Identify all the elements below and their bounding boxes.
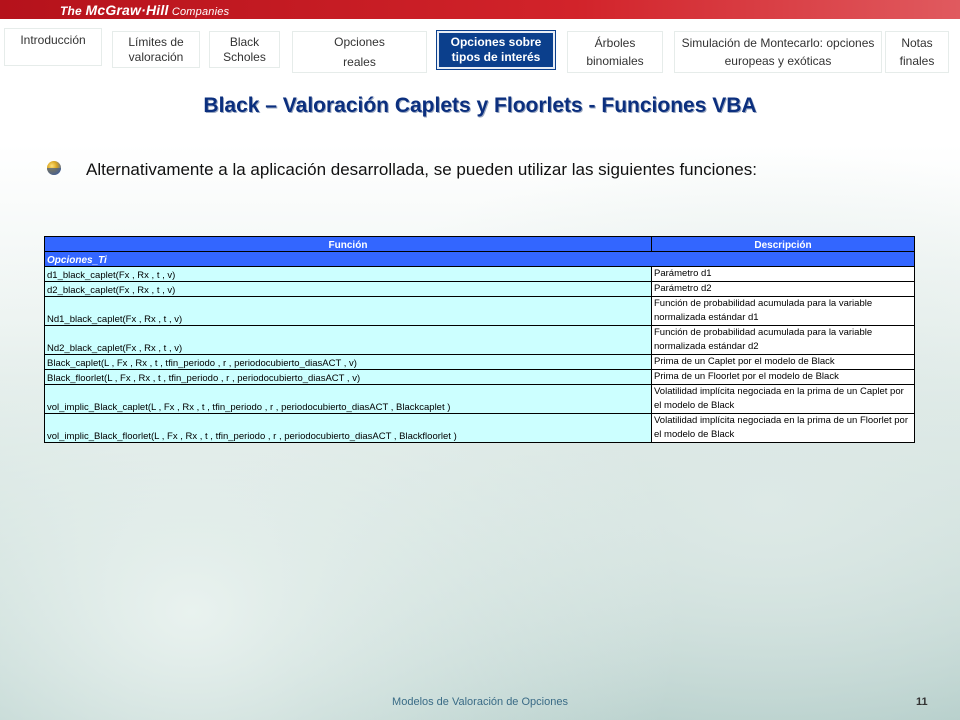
logo-companies: Companies (168, 6, 230, 18)
description-cell: Prima de un Floorlet por el modelo de Black (652, 370, 915, 385)
description-cell: Función de probabilidad acumulada para la variable normalizada estándar d1 (652, 297, 915, 326)
tab-black-scholes[interactable] (209, 31, 280, 68)
function-cell: d1_black_caplet(Fx , Rx , t , v) (45, 267, 652, 282)
tab-label: Simulación de Montecarlo: opciones europeas y exóticas (681, 36, 875, 68)
tab-label: Black Scholes (223, 34, 266, 64)
function-cell: Nd1_black_caplet(Fx , Rx , t , v) (45, 297, 652, 326)
column-header-descripcion: Descripción (652, 237, 915, 252)
table-row (45, 267, 915, 282)
header-bar (0, 0, 960, 19)
table-row (45, 370, 915, 385)
function-cell: vol_implic_Black_floorlet(L , Fx , Rx , t , tfin_periodo , r , periodocubierto_diasACT , Blackfloorlet ) (45, 414, 652, 443)
description-cell: Función de probabilidad acumulada para la variable normalizada estándar d2 (652, 326, 915, 355)
tab-arboles-binomiales[interactable] (567, 31, 663, 73)
tab-simulacion-montecarlo[interactable] (674, 31, 882, 73)
slide-title: Black – Valoración Caplets y Floorlets - Funciones VBA (203, 94, 757, 117)
section-row (45, 252, 915, 267)
function-cell: Black_caplet(L , Fx , Rx , t , tfin_periodo , r , periodocubierto_diasACT , v) (45, 355, 652, 370)
globe-bullet-icon (46, 160, 62, 176)
description-cell: Volatilidad implícita negociada en la prima de un Floorlet por el modelo de Black (652, 414, 915, 443)
function-cell: Black_floorlet(L , Fx , Rx , t , tfin_periodo , r , periodocubierto_diasACT , v) (45, 370, 652, 385)
page-number: 11 (916, 696, 928, 708)
table-row (45, 355, 915, 370)
function-cell: Nd2_black_caplet(Fx , Rx , t , v) (45, 326, 652, 355)
section-label: Opciones_Ti (45, 252, 915, 267)
tab-label: Opciones reales (334, 35, 385, 69)
logo-brand: McGraw·Hill (85, 2, 169, 18)
column-header-funcion: Función (45, 237, 652, 252)
table-header-row (45, 237, 915, 252)
table-row (45, 326, 915, 355)
mcgraw-hill-logo (60, 2, 229, 18)
function-cell: d2_black_caplet(Fx , Rx , t , v) (45, 282, 652, 297)
table-row (45, 385, 915, 414)
description-cell: Parámetro d1 (652, 267, 915, 282)
logo-the: The (60, 4, 86, 18)
functions-table (44, 236, 915, 443)
tab-label: Árboles binomiales (586, 36, 644, 68)
tab-label: Límites de valoración (128, 34, 184, 64)
tab-label: Opciones sobre tipos de interés (450, 35, 542, 64)
tab-opciones-sobre-tipos-de-interes[interactable] (437, 31, 555, 69)
footer-text: Modelos de Valoración de Opciones (392, 696, 568, 708)
tab-limites-de-valoracion[interactable] (112, 31, 200, 68)
tab-opciones-reales[interactable] (292, 31, 427, 73)
tab-label: Notas finales (899, 36, 935, 68)
body-text: Alternativamente a la aplicación desarrollada, se pueden utilizar las siguientes funciones: (86, 160, 757, 179)
description-cell: Parámetro d2 (652, 282, 915, 297)
tab-introduccion[interactable] (4, 28, 102, 66)
function-cell: vol_implic_Black_caplet(L , Fx , Rx , t , tfin_periodo , r , periodocubierto_diasACT , Blackcaplet ) (45, 385, 652, 414)
description-cell: Prima de un Caplet por el modelo de Black (652, 355, 915, 370)
table-row (45, 297, 915, 326)
table-row (45, 414, 915, 443)
tab-notas-finales[interactable] (885, 31, 949, 73)
description-cell: Volatilidad implícita negociada en la prima de un Caplet por el modelo de Black (652, 385, 915, 414)
table-row (45, 282, 915, 297)
tab-label: Introducción (20, 33, 86, 47)
